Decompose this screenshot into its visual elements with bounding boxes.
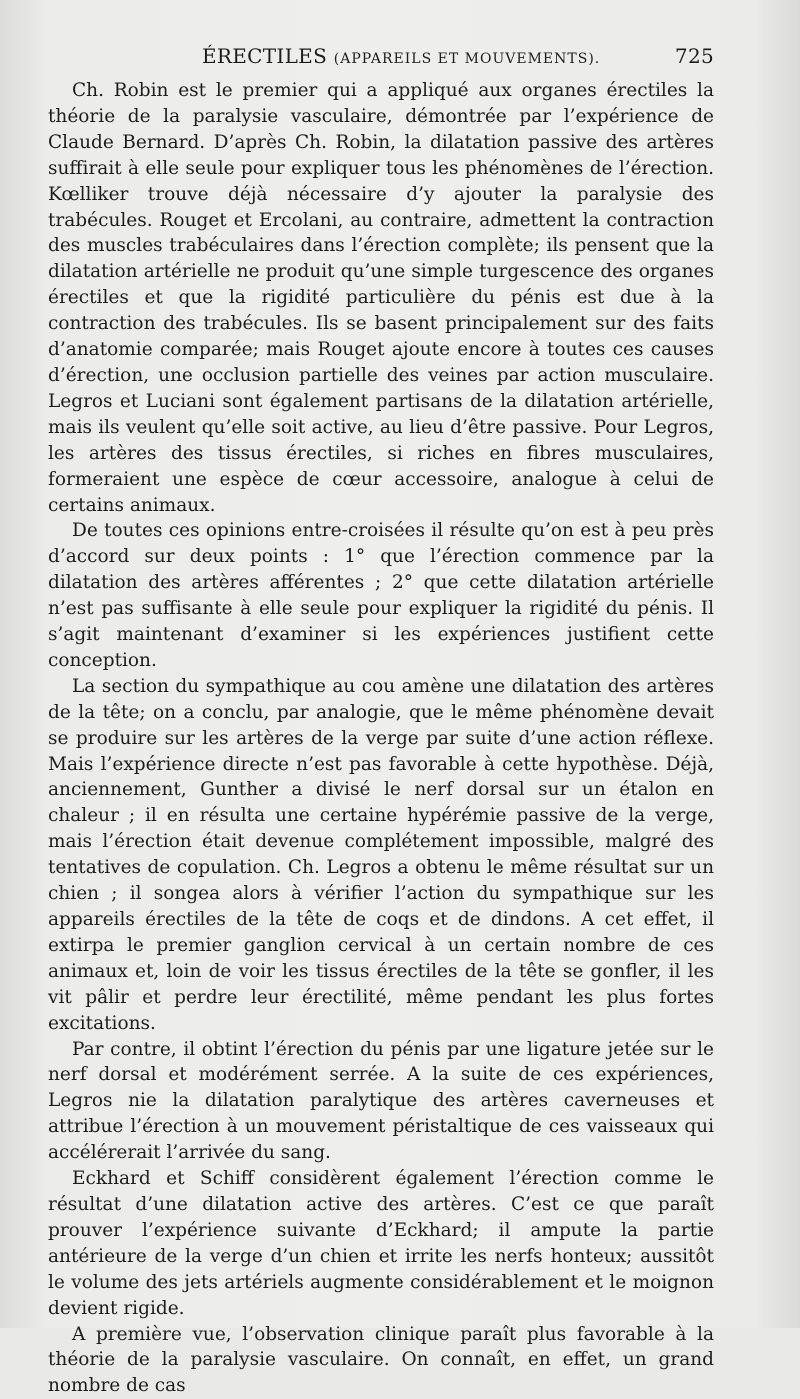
running-title [202, 44, 600, 68]
running-title-sub: (APPAREILS ET MOUVEMENTS). [334, 51, 600, 67]
paragraph: Par contre, il obtint l’érection du pénis par une ligature jetée sur le nerf dorsal et modérément serrée. A la suite de ces expériences, Legros nie la dilatation paralytique des artères caverneuses et attribue l’érection à un mouvement péristaltique de ces vaisseaux qui accélérerait l’arrivée du sang. [48, 1037, 714, 1167]
paragraph: Ch. Robin est le premier qui a appliqué aux organes érectiles la théorie de la paralysie vasculaire, démontrée par l’expérience de Claude Bernard. D’après Ch. Robin, la dilatation passive des artères suffirait à elle seule pour expliquer tous les phénomènes de l’érection. Kœlliker trouve déjà nécessaire d’y ajouter la paralysie des trabécules. Rouget et Ercolani, au contraire, admettent la contraction des muscles trabéculaires dans l’érection complète; ils pensent que la dilatation artérielle ne produit qu’une simple turgescence des organes érectiles et que la rigidité particulière du pénis est due à la contraction des trabécules. Ils se basent principalement sur des faits d’anatomie comparée; mais Rouget ajoute encore à toutes ces causes d’érection, une occlusion partielle des veines par action musculaire. Legros et Luciani sont également partisans de la dilatation artérielle, mais ils veulent qu’elle soit active, au lieu d’être passive. Pour Legros, les artères des tissus érectiles, si riches en fibres musculaires, formeraient une espèce de cœur accessoire, analogue à celui de certains animaux. [48, 78, 714, 518]
paragraph: La section du sympathique au cou amène une dilatation des artères de la tête; on a conclu, par analogie, que le même phénomène devait se produire sur les artères de la verge par suite d’une action réflexe. Mais l’expérience directe n’est pas favorable à cette hypothèse. Déjà, anciennement, Gunther a divisé le nerf dorsal sur un étalon en chaleur ; il en résulta une certaine hypérémie passive de la verge, mais l’érection était devenue complétement impossible, malgré des tentatives de copulation. Ch. Legros a obtenu le même résultat sur un chien ; il songea alors à vérifier l’action du sympathique sur les appareils érectiles de la tête de coqs et de dindons. A cet effet, il extirpa le premier ganglion cervical à un certain nombre de ces animaux et, loin de voir les tissus érectiles de la tête se gonfler, il les vit pâlir et perdre leur érectilité, même pendant les plus fortes excitations. [48, 674, 714, 1037]
paragraph: A première vue, l’observation clinique paraît plus favorable à la théorie de la paralysie vasculaire. On connaît, en effet, un grand nombre de cas [48, 1322, 714, 1399]
page-body [48, 78, 714, 1399]
paragraph: Eckhard et Schiff considèrent également l’érection comme le résultat d’une dilatation active des artères. C’est ce que paraît prouver l’expérience suivante d’Eckhard; il ampute la partie antérieure de la verge d’un chien et irrite les nerfs honteux; aussitôt le volume des jets artériels augmente considérablement et le moignon devient rigide. [48, 1166, 714, 1321]
paragraph: De toutes ces opinions entre-croisées il résulte qu’on est à peu près d’accord sur deux points : 1° que l’érection commence par la dilatation des artères afférentes ; 2° que cette dilatation artérielle n’est pas suffisante à elle seule pour expliquer la rigidité du pénis. Il s’agit maintenant d’examiner si les expériences justifient cette conception. [48, 518, 714, 673]
running-title-main: ÉRECTILES [202, 44, 327, 68]
page-number: 725 [675, 44, 714, 68]
running-header [48, 44, 714, 74]
